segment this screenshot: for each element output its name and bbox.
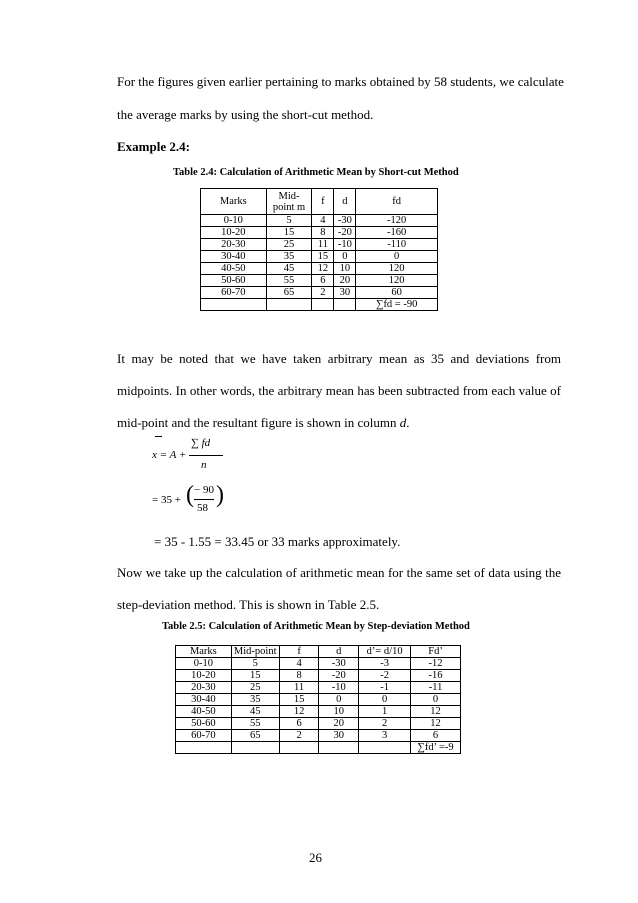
result-line: = 35 - 1.55 = 33.45 or 33 marks approximately. — [154, 534, 401, 549]
table-cell: -10 — [334, 239, 356, 251]
table2-header-cell: d — [319, 646, 359, 658]
page-number: 26 — [309, 850, 322, 865]
table-cell: 0 — [359, 694, 411, 706]
table-cell: 15 — [266, 227, 312, 239]
table-cell: 5 — [266, 215, 312, 227]
table-cell: 10-20 — [176, 670, 232, 682]
table-cell: 40-50 — [201, 263, 267, 275]
table-cell: -110 — [356, 239, 438, 251]
table-cell: 35 — [231, 694, 279, 706]
table-cell: 15 — [231, 670, 279, 682]
table-cell: -2 — [359, 670, 411, 682]
table-cell: 55 — [266, 275, 312, 287]
table-cell: 15 — [279, 694, 319, 706]
table1-total-row — [201, 299, 438, 311]
table-cell: 30 — [334, 287, 356, 299]
table-cell: 15 — [312, 251, 334, 263]
table2-header-cell: Mid-point — [231, 646, 279, 658]
table-cell: 6 — [279, 718, 319, 730]
table-cell: 25 — [266, 239, 312, 251]
table-cell: -10 — [319, 682, 359, 694]
formula2-left-paren: ( — [186, 482, 194, 508]
table-row — [176, 670, 461, 682]
table2-header-cell: d’= d/10 — [359, 646, 411, 658]
table-row — [201, 239, 438, 251]
para2-line1: It may be noted that we have taken arbitrary mean as 35 and deviations from — [117, 351, 561, 366]
table1 — [200, 188, 438, 311]
table1-header-cell: fd — [356, 189, 438, 215]
table2 — [175, 645, 461, 754]
table-row — [201, 287, 438, 299]
table2-header-cell: f — [279, 646, 319, 658]
table-cell: 2 — [279, 730, 319, 742]
table1-header-row — [201, 189, 438, 215]
table-cell: 60-70 — [201, 287, 267, 299]
table-cell: -16 — [411, 670, 461, 682]
table1-header-cell: f — [312, 189, 334, 215]
table-cell: 12 — [411, 718, 461, 730]
table-cell: 3 — [359, 730, 411, 742]
table-row — [176, 682, 461, 694]
table-cell: 11 — [312, 239, 334, 251]
table-cell: -30 — [319, 658, 359, 670]
formula1-denominator: n — [201, 459, 207, 471]
table-cell: 12 — [411, 706, 461, 718]
table-cell: 12 — [312, 263, 334, 275]
table2-header-cell: Marks — [176, 646, 232, 658]
table-cell: 10-20 — [201, 227, 267, 239]
table-cell: 20-30 — [201, 239, 267, 251]
formula2-right-paren: ) — [216, 482, 224, 508]
table-cell: 0 — [319, 694, 359, 706]
table-cell: 20 — [319, 718, 359, 730]
table1-total: ∑fd = -90 — [356, 299, 438, 311]
formula1-numerator: ∑ fd — [191, 437, 211, 449]
formula1-lhs: x = A + — [152, 449, 187, 461]
table-cell: -11 — [411, 682, 461, 694]
table-cell: 120 — [356, 275, 438, 287]
table1-caption: Table 2.4: Calculation of Arithmetic Mean by Short-cut Method — [173, 167, 459, 178]
table1-header-cell: d — [334, 189, 356, 215]
formula2-fraction-bar — [194, 499, 214, 500]
table-cell: 6 — [312, 275, 334, 287]
table-cell: 20 — [334, 275, 356, 287]
table-cell: 0 — [411, 694, 461, 706]
table-cell: 55 — [231, 718, 279, 730]
table-row — [176, 694, 461, 706]
table-cell: 1 — [359, 706, 411, 718]
table2-header-row — [176, 646, 461, 658]
table-cell: 8 — [279, 670, 319, 682]
table-cell: 25 — [231, 682, 279, 694]
table-row — [201, 275, 438, 287]
table-cell: 0 — [356, 251, 438, 263]
table-cell: 45 — [266, 263, 312, 275]
table-cell: 6 — [411, 730, 461, 742]
example-heading: Example 2.4: — [117, 139, 190, 154]
table-cell: -12 — [411, 658, 461, 670]
para2-line3: mid-point and the resultant figure is shown in column d. — [117, 415, 410, 430]
formula2-lhs: = 35 + — [152, 494, 181, 506]
table-cell: 4 — [279, 658, 319, 670]
table-cell: 2 — [359, 718, 411, 730]
table-cell: 0-10 — [201, 215, 267, 227]
table-cell: 35 — [266, 251, 312, 263]
table-row — [201, 251, 438, 263]
table-cell: 60 — [356, 287, 438, 299]
table-row — [176, 706, 461, 718]
table1-header-cell: Mid-point m — [266, 189, 312, 215]
table-cell: -30 — [334, 215, 356, 227]
table-cell: -20 — [319, 670, 359, 682]
table-cell: 50-60 — [201, 275, 267, 287]
table-row — [176, 718, 461, 730]
table-cell: 0-10 — [176, 658, 232, 670]
table-cell: 60-70 — [176, 730, 232, 742]
table-cell: -20 — [334, 227, 356, 239]
table-cell: 120 — [356, 263, 438, 275]
table-cell: 65 — [231, 730, 279, 742]
table-cell: 4 — [312, 215, 334, 227]
table-cell: 30 — [319, 730, 359, 742]
table-row — [201, 263, 438, 275]
para1-line2: the average marks by using the short-cut method. — [117, 107, 374, 122]
table2-caption: Table 2.5: Calculation of Arithmetic Mean by Step-deviation Method — [162, 621, 470, 632]
table2-total: ∑fd’ =-9 — [411, 742, 461, 754]
table1-header-cell: Marks — [201, 189, 267, 215]
table-cell: 5 — [231, 658, 279, 670]
table-cell: 12 — [279, 706, 319, 718]
table-row — [201, 227, 438, 239]
table-cell: 0 — [334, 251, 356, 263]
table-cell: 30-40 — [201, 251, 267, 263]
table-cell: 45 — [231, 706, 279, 718]
table2-header-cell: Fd’ — [411, 646, 461, 658]
table-row — [201, 215, 438, 227]
para1-line1: For the figures given earlier pertaining to marks obtained by 58 students, we calculate — [117, 74, 564, 89]
formula1-fraction-bar — [189, 455, 223, 456]
table-cell: 30-40 — [176, 694, 232, 706]
para3-line1: Now we take up the calculation of arithmetic mean for the same set of data using the — [117, 565, 561, 580]
table-row — [176, 658, 461, 670]
table-cell: 40-50 — [176, 706, 232, 718]
table-cell: 11 — [279, 682, 319, 694]
table-cell: 50-60 — [176, 718, 232, 730]
table-cell: -1 — [359, 682, 411, 694]
table-cell: 20-30 — [176, 682, 232, 694]
para3-line2: step-deviation method. This is shown in Table 2.5. — [117, 597, 380, 612]
formula2-numerator: − 90 — [194, 484, 214, 496]
table-cell: -120 — [356, 215, 438, 227]
table-row — [176, 730, 461, 742]
table-cell: 2 — [312, 287, 334, 299]
table-cell: 8 — [312, 227, 334, 239]
table-cell: -3 — [359, 658, 411, 670]
para2-line2: midpoints. In other words, the arbitrary mean has been subtracted from each value of — [117, 383, 561, 398]
table-cell: 10 — [334, 263, 356, 275]
table2-total-row — [176, 742, 461, 754]
table-cell: 10 — [319, 706, 359, 718]
formula2-denominator: 58 — [197, 502, 208, 514]
table-cell: -160 — [356, 227, 438, 239]
table-cell: 65 — [266, 287, 312, 299]
